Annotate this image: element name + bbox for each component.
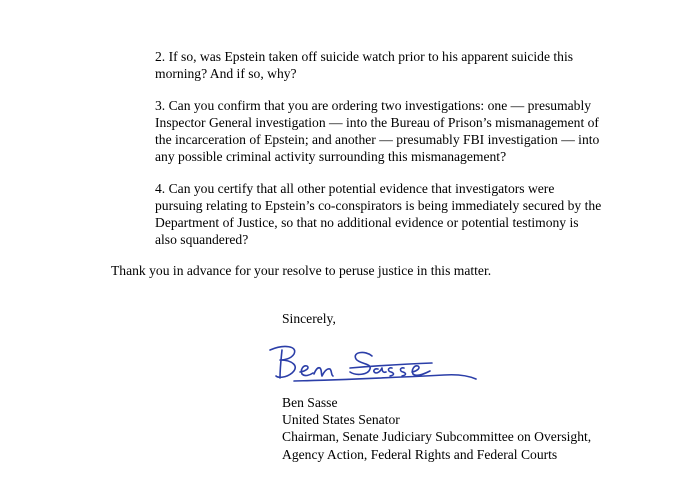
- question-3: [155, 97, 635, 165]
- signer-role-line-2: Agency Action, Federal Rights and Federal Courts: [282, 446, 558, 462]
- question-3-line-3: the incarceration of Epstein; and another — presumably FBI investigation — into: [155, 132, 600, 147]
- question-2-line-2: morning? And if so, why?: [155, 66, 297, 81]
- question-3-line-1: 3. Can you confirm that you are ordering two investigations: one — presumably: [155, 98, 592, 113]
- signature-block: [282, 394, 591, 463]
- question-4-line-1: 4. Can you certify that all other potential evidence that investigators were: [155, 181, 555, 196]
- question-4: [155, 180, 635, 248]
- question-4-line-3: Department of Justice, so that no additional evidence or potential testimony is: [155, 215, 579, 230]
- signer-title: United States Senator: [282, 412, 400, 428]
- handwritten-signature: [264, 338, 484, 384]
- closing-sentence: Thank you in advance for your resolve to peruse justice in this matter.: [111, 263, 492, 278]
- sign-off: Sincerely,: [282, 311, 336, 326]
- signer-name: Ben Sasse: [282, 395, 338, 410]
- signer-role-line-1: Chairman, Senate Judiciary Subcommittee on Oversight,: [282, 429, 592, 445]
- question-2: [155, 48, 635, 82]
- question-3-line-4: any possible criminal activity surrounding this mismanagement?: [155, 149, 507, 164]
- question-4-line-4: also squandered?: [155, 232, 249, 247]
- question-4-line-2: pursuing relating to Epstein’s co-conspirators is being immediately secured by the: [155, 198, 602, 213]
- question-3-line-2: Inspector General investigation — into the Bureau of Prison’s mismanagement of: [155, 115, 599, 130]
- question-2-line-1: 2. If so, was Epstein taken off suicide watch prior to his apparent suicide this: [155, 49, 574, 64]
